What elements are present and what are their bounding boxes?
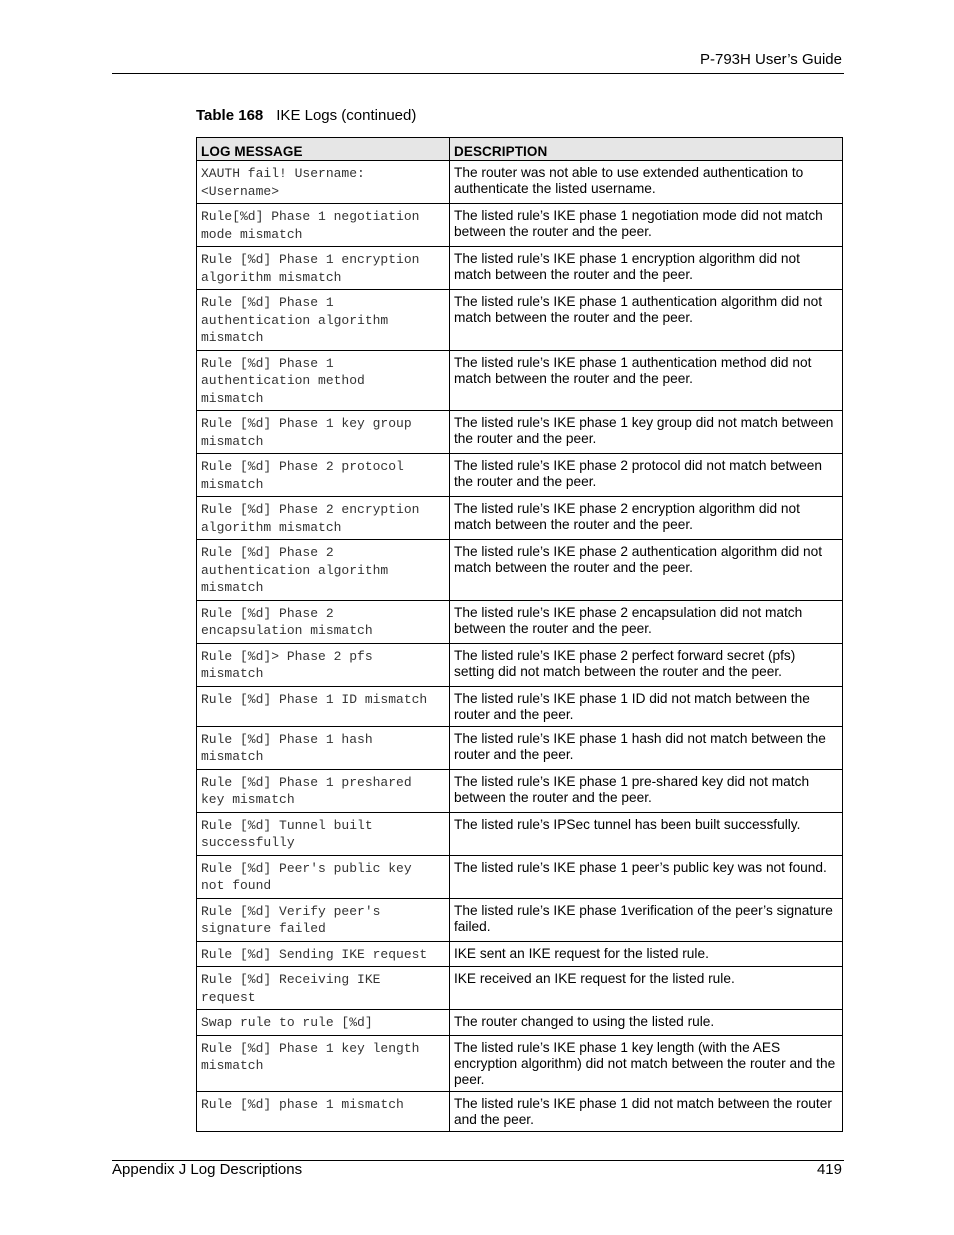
description-cell: The listed rule’s IKE phase 2 authentication algorithm did not match between the router and the peer.: [450, 540, 843, 601]
log-message-cell: Rule [%d] Peer's public key not found: [197, 855, 450, 898]
log-message-cell: Rule [%d] Phase 1 key length mismatch: [197, 1035, 450, 1091]
table-title: IKE Logs (continued): [276, 107, 417, 124]
description-cell: IKE sent an IKE request for the listed rule.: [450, 941, 843, 967]
description-cell: The listed rule’s IKE phase 2 perfect forward secret (pfs) setting did not match between the router and the peer.: [450, 643, 843, 686]
log-message-cell: Swap rule to rule [%d]: [197, 1010, 450, 1036]
log-message-cell: XAUTH fail! Username: <Username>: [197, 161, 450, 204]
description-cell: The listed rule’s IKE phase 1verification of the peer’s signature failed.: [450, 898, 843, 941]
table-row: [197, 540, 843, 601]
description-cell: The listed rule’s IKE phase 1 authentication method did not match between the router and the peer.: [450, 350, 843, 411]
table-row: [197, 497, 843, 540]
page-header-title: P-793H User’s Guide: [699, 51, 842, 68]
log-message-cell: Rule [%d] Phase 1 key group mismatch: [197, 411, 450, 454]
log-message-cell: Rule [%d] Phase 1 authentication method mismatch: [197, 350, 450, 411]
description-cell: IKE received an IKE request for the listed rule.: [450, 967, 843, 1010]
log-message-cell: Rule [%d] Sending IKE request: [197, 941, 450, 967]
log-message-cell: Rule [%d] Tunnel built successfully: [197, 812, 450, 855]
log-message-cell: Rule [%d] Phase 2 encryption algorithm mismatch: [197, 497, 450, 540]
description-cell: The listed rule’s IKE phase 1 key length (with the AES encryption algorithm) did not match between the router and the peer.: [450, 1035, 843, 1091]
description-cell: The listed rule’s IKE phase 1 ID did not match between the router and the peer.: [450, 686, 843, 726]
log-message-cell: Rule[%d] Phase 1 negotiation mode mismatch: [197, 204, 450, 247]
table-row: [197, 204, 843, 247]
table-row: [197, 161, 843, 204]
description-cell: The listed rule’s IKE phase 1 did not match between the router and the peer.: [450, 1091, 843, 1131]
description-cell: The listed rule’s IKE phase 2 encapsulation did not match between the router and the peer.: [450, 600, 843, 643]
description-cell: The listed rule’s IKE phase 1 authentication algorithm did not match between the router and the peer.: [450, 290, 843, 351]
description-cell: The router was not able to use extended authentication to authenticate the listed username.: [450, 161, 843, 204]
table-row: [197, 769, 843, 812]
table-row: [197, 643, 843, 686]
column-header-log-message: LOG MESSAGE: [197, 138, 450, 161]
table-row: [197, 1010, 843, 1036]
ike-logs-table: [196, 137, 843, 1132]
table-row: [197, 454, 843, 497]
table-row: [197, 726, 843, 769]
log-message-cell: Rule [%d] Phase 1 hash mismatch: [197, 726, 450, 769]
table-row: [197, 855, 843, 898]
table-row: [197, 812, 843, 855]
log-message-cell: Rule [%d] Phase 1 preshared key mismatch: [197, 769, 450, 812]
log-message-cell: Rule [%d] phase 1 mismatch: [197, 1091, 450, 1131]
table-row: [197, 600, 843, 643]
table-row: [197, 247, 843, 290]
table-row: [197, 350, 843, 411]
table-row: [197, 686, 843, 726]
table-row: [197, 941, 843, 967]
log-message-cell: Rule [%d] Phase 1 encryption algorithm mismatch: [197, 247, 450, 290]
log-message-cell: Rule [%d] Verify peer's signature failed: [197, 898, 450, 941]
table-number: Table 168: [196, 107, 264, 124]
header-divider: [112, 73, 844, 74]
table-caption: [196, 107, 416, 124]
description-cell: The router changed to using the listed rule.: [450, 1010, 843, 1036]
table-row: [197, 898, 843, 941]
description-cell: The listed rule’s IKE phase 1 hash did not match between the router and the peer.: [450, 726, 843, 769]
description-cell: The listed rule’s IKE phase 2 encryption algorithm did not match between the router and the peer.: [450, 497, 843, 540]
page-number: 419: [816, 1161, 842, 1178]
description-cell: The listed rule’s IKE phase 1 peer’s public key was not found.: [450, 855, 843, 898]
description-cell: The listed rule’s IKE phase 1 key group did not match between the router and the peer.: [450, 411, 843, 454]
log-message-cell: Rule [%d] Receiving IKE request: [197, 967, 450, 1010]
footer-section-title: Appendix J Log Descriptions: [112, 1161, 303, 1178]
table-row: [197, 1091, 843, 1131]
description-cell: The listed rule’s IKE phase 1 negotiation mode did not match between the router and the peer.: [450, 204, 843, 247]
description-cell: The listed rule’s IKE phase 1 encryption algorithm did not match between the router and the peer.: [450, 247, 843, 290]
log-message-cell: Rule [%d] Phase 2 protocol mismatch: [197, 454, 450, 497]
log-message-cell: Rule [%d]> Phase 2 pfs mismatch: [197, 643, 450, 686]
table-header-row: [197, 138, 843, 161]
log-message-cell: Rule [%d] Phase 1 ID mismatch: [197, 686, 450, 726]
table-row: [197, 411, 843, 454]
table-row: [197, 290, 843, 351]
description-cell: The listed rule’s IKE phase 2 protocol did not match between the router and the peer.: [450, 454, 843, 497]
table-row: [197, 967, 843, 1010]
description-cell: The listed rule’s IKE phase 1 pre-shared key did not match between the router and the peer.: [450, 769, 843, 812]
table-row: [197, 1035, 843, 1091]
log-message-cell: Rule [%d] Phase 2 encapsulation mismatch: [197, 600, 450, 643]
log-message-cell: Rule [%d] Phase 1 authentication algorithm mismatch: [197, 290, 450, 351]
log-message-cell: Rule [%d] Phase 2 authentication algorithm mismatch: [197, 540, 450, 601]
description-cell: The listed rule’s IPSec tunnel has been built successfully.: [450, 812, 843, 855]
column-header-description: DESCRIPTION: [450, 138, 843, 161]
